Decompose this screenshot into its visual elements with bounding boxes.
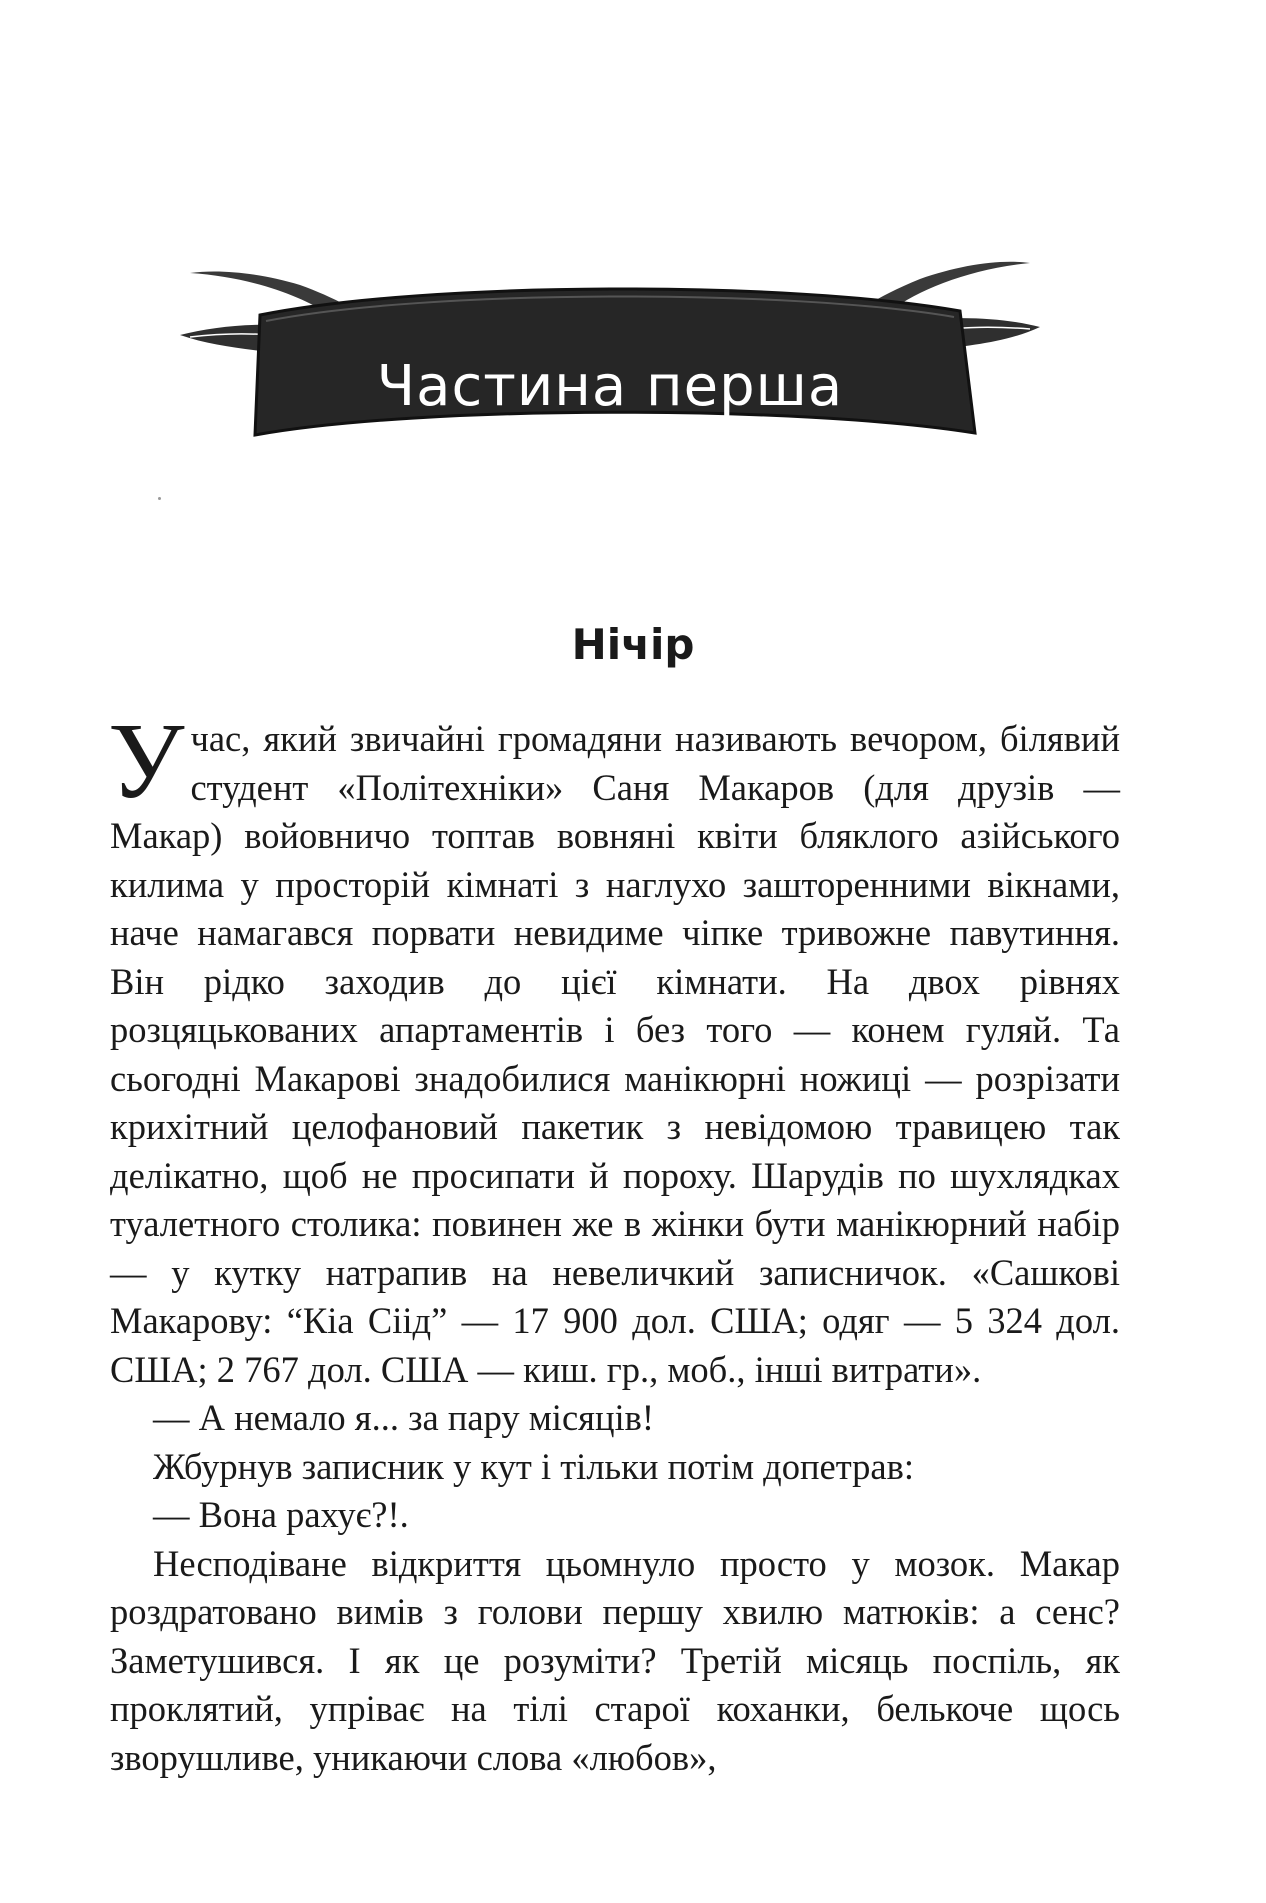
part-banner <box>180 255 1040 445</box>
drop-cap: У <box>108 702 185 821</box>
paragraph-text: час, який звичайні громадяни називають вечором, білявий студент «Політехніки» Саня Макаров (для друзів — Макар) войовничо топтав вовняні квіти бляклого азійського килима у просторій кімнаті з наглухо зашторенними вікнами, наче намагався порвати невидиме чіпке тривожне павутиння. Він рідко заходив до цієї кімнати. На двох рівнях розцяцькованих апартаментів і без того — конем гуляй. Та сьогодні Макарові знадобилися манікюрні ножиці — розрізати крихітний целофановий пакетик з невідомою травицею так делікатно, щоб не просипати й пороху. Шарудів по шухлядках туалетного столика: повинен же в жінки бути манікюрний набір — у кутку натрапив на невеличкий записничок. «Сашкові Макарову: “Кіа Сіід” — 17 900 дол. США; одяг — 5 324 дол. США; 2 767 дол. США — киш. гр., моб., інші витрати». <box>110 718 1120 1390</box>
paragraph: Несподіване відкриття цьомнуло просто у мозок. Макар роздратовано вимів з голови першу хвилю матюків: а сенс? Заметушився. І як це розуміти? Третій місяць поспіль, як проклятий, упріває на тілі старої коханки, белькоче щось зворушливе, уникаючи слова «любов», <box>110 1542 1120 1778</box>
part-title: Частина перша <box>376 354 844 419</box>
paragraph-first <box>108 702 1120 1394</box>
dialogue-line: — А немало я... за пару місяців! <box>153 1397 655 1438</box>
chapter-title: Нічір <box>571 620 695 669</box>
chapter-body <box>108 702 1120 1782</box>
dialogue-line: — Вона рахує?!. <box>153 1494 409 1535</box>
paragraph: Жбурнув записник у кут і тільки потім допетрав: <box>153 1445 914 1487</box>
scan-speck <box>158 497 161 500</box>
